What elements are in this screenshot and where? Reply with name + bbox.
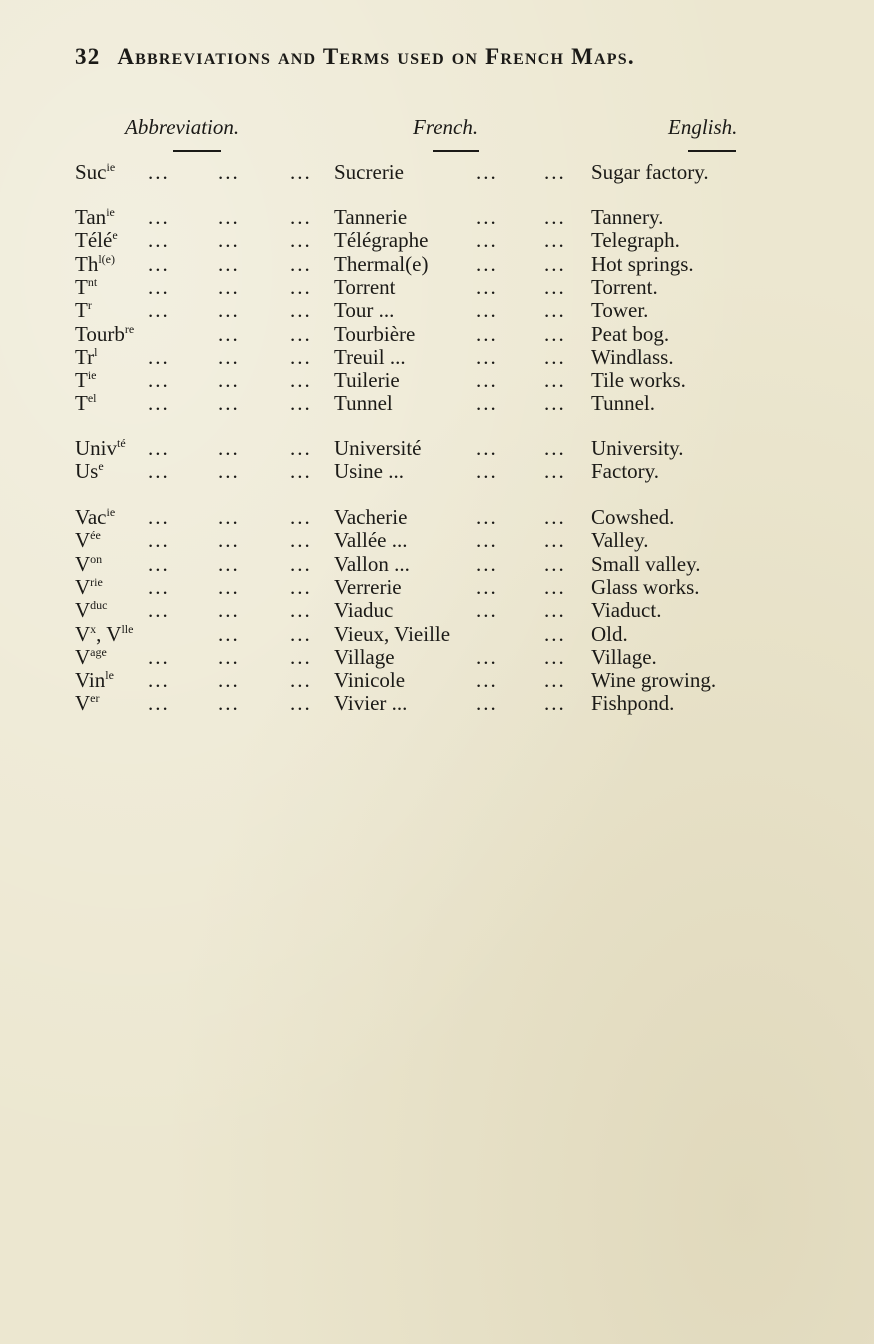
abbreviation-cell xyxy=(75,322,134,346)
leader-dots: ... xyxy=(544,368,566,393)
leader-dots: ... xyxy=(218,205,240,229)
abbreviation-cell xyxy=(75,345,97,369)
leader-dots: ... xyxy=(544,251,566,276)
leader-dots: ... xyxy=(148,528,170,553)
abbreviation-cell xyxy=(75,298,92,322)
french-term: Verrerie xyxy=(334,574,402,599)
abbreviation-superscript: age xyxy=(90,644,107,659)
leader-dots: ... xyxy=(476,528,498,553)
leader-dots: ... xyxy=(148,391,170,416)
english-term: Viaduct. xyxy=(591,598,662,623)
french-term: Viaduc xyxy=(334,598,394,623)
leader-dots: ... xyxy=(476,644,498,669)
abbreviation-cell xyxy=(75,391,97,415)
page-header xyxy=(75,44,795,70)
leader-dots: ... xyxy=(544,574,566,599)
leader-dots: ... xyxy=(218,574,240,599)
abbreviation-base: Univ xyxy=(75,436,117,460)
leader-dots: ... xyxy=(218,160,240,184)
abbreviation-cell xyxy=(75,598,108,622)
french-term: Village xyxy=(334,644,395,669)
english-term: Glass works. xyxy=(591,574,700,599)
abbreviation-superscript: on xyxy=(90,551,103,566)
french-term: Thermal(e) xyxy=(334,251,429,276)
leader-dots: ... xyxy=(476,436,498,460)
table-row xyxy=(0,598,874,622)
abbreviation-base: V xyxy=(75,621,91,646)
leader-dots: ... xyxy=(218,528,240,553)
abbreviation-cell xyxy=(75,275,97,299)
abbreviation-superscript: x xyxy=(90,621,97,636)
leader-dots: ... xyxy=(148,505,170,529)
leader-dots: ... xyxy=(476,160,498,184)
table-row xyxy=(0,528,874,552)
leader-dots: ... xyxy=(218,598,240,623)
leader-dots: ... xyxy=(290,621,312,646)
leader-dots: ... xyxy=(544,436,566,460)
abbreviation-cell xyxy=(75,552,102,576)
english-term: Hot springs. xyxy=(591,251,694,276)
leader-dots: ... xyxy=(290,551,312,576)
column-rule-abbreviation xyxy=(173,150,221,152)
leader-dots: ... xyxy=(290,228,312,253)
column-rule-french xyxy=(433,150,479,152)
french-term: Vinicole xyxy=(334,668,406,693)
abbreviation-superscript: ée xyxy=(90,528,101,543)
leader-dots: ... xyxy=(544,668,566,693)
leader-dots: ... xyxy=(544,528,566,553)
leader-dots: ... xyxy=(290,368,312,393)
abbreviation-base: Us xyxy=(75,459,99,484)
leader-dots: ... xyxy=(476,228,498,253)
column-header-french: French. xyxy=(413,115,479,139)
leader-dots: ... xyxy=(218,436,240,460)
abbreviation-superscript: ie xyxy=(106,160,116,174)
table-row xyxy=(0,345,874,369)
table-row xyxy=(0,668,874,692)
leader-dots: ... xyxy=(476,551,498,576)
leader-dots: ... xyxy=(148,274,170,299)
english-term: Tannery. xyxy=(591,205,664,229)
leader-dots: ... xyxy=(544,205,566,229)
abbreviation-superscript: té xyxy=(117,436,126,450)
french-term: Vacherie xyxy=(334,505,408,529)
leader-dots: ... xyxy=(218,298,240,323)
abbreviation-cell xyxy=(75,668,114,692)
abbreviation-cell xyxy=(75,645,107,669)
leader-dots: ... xyxy=(544,228,566,253)
abbreviation-base: Tan xyxy=(75,205,107,229)
leader-dots: ... xyxy=(544,344,566,369)
leader-dots: ... xyxy=(148,598,170,623)
leader-dots: ... xyxy=(148,668,170,693)
leader-dots: ... xyxy=(218,368,240,393)
leader-dots: ... xyxy=(148,551,170,576)
leader-dots: ... xyxy=(290,160,312,184)
abbreviation-base: V xyxy=(75,691,91,716)
abbreviation-base: V xyxy=(75,551,91,576)
english-term: Small valley. xyxy=(591,551,701,576)
leader-dots: ... xyxy=(476,344,498,369)
abbreviation-cell xyxy=(75,505,115,529)
leader-dots: ... xyxy=(476,368,498,393)
abbreviation-superscript: re xyxy=(124,321,135,336)
table-row xyxy=(0,622,874,646)
leader-dots: ... xyxy=(290,598,312,623)
table-row xyxy=(0,575,874,599)
french-term: Tannerie xyxy=(334,205,408,229)
leader-dots: ... xyxy=(148,436,170,460)
abbreviation-cell xyxy=(75,575,103,599)
leader-dots: ... xyxy=(148,228,170,253)
page-title: Abbreviations and Terms used on French Maps. xyxy=(117,44,635,69)
leader-dots: ... xyxy=(476,391,498,416)
leader-dots: ... xyxy=(476,598,498,623)
leader-dots: ... xyxy=(476,668,498,693)
abbreviation-cell xyxy=(75,528,101,552)
leader-dots: ... xyxy=(148,205,170,229)
leader-dots: ... xyxy=(544,505,566,529)
table-row xyxy=(0,436,874,460)
leader-dots: ... xyxy=(476,505,498,529)
french-term: Tour ... xyxy=(334,298,395,323)
table-row xyxy=(0,252,874,276)
leader-dots: ... xyxy=(290,251,312,276)
table-row xyxy=(0,322,874,346)
abbreviation-cell xyxy=(75,228,118,252)
english-term: Wine growing. xyxy=(591,668,717,693)
abbreviation-base: T xyxy=(75,368,88,393)
abbreviation-base: T xyxy=(75,274,88,299)
abbreviation-cell xyxy=(75,691,100,715)
abbreviation-base: Vin xyxy=(75,668,106,693)
abbreviation-superscript: e xyxy=(98,459,104,474)
page-number: 32 xyxy=(75,44,101,69)
abbreviation-superscript: lle xyxy=(121,621,134,636)
abbreviation-base: V xyxy=(75,644,91,669)
abbreviation-base: Tourb xyxy=(75,321,125,346)
leader-dots: ... xyxy=(218,344,240,369)
english-term: Windlass. xyxy=(591,344,674,369)
english-term: Village. xyxy=(591,644,657,669)
abbreviation-base: Tr xyxy=(75,344,95,369)
abbreviation-superscript: ie xyxy=(106,505,116,519)
leader-dots: ... xyxy=(290,528,312,553)
english-term: Factory. xyxy=(591,459,660,484)
leader-dots: ... xyxy=(290,574,312,599)
abbreviation-superscript: rie xyxy=(90,574,103,589)
french-term: Tunnel xyxy=(334,391,393,416)
leader-dots: ... xyxy=(148,368,170,393)
table-row xyxy=(0,691,874,715)
table-row xyxy=(0,505,874,529)
leader-dots: ... xyxy=(218,459,240,484)
leader-dots: ... xyxy=(290,344,312,369)
french-term: Vallée ... xyxy=(334,528,408,553)
leader-dots: ... xyxy=(290,668,312,693)
leader-dots: ... xyxy=(218,228,240,253)
leader-dots: ... xyxy=(476,251,498,276)
leader-dots: ... xyxy=(218,551,240,576)
abbreviation-base: T xyxy=(75,391,88,416)
leader-dots: ... xyxy=(148,459,170,484)
leader-dots: ... xyxy=(544,644,566,669)
leader-dots: ... xyxy=(290,274,312,299)
english-term: University. xyxy=(591,436,684,460)
abbreviation-base: , V xyxy=(96,621,122,646)
abbreviation-superscript: ie xyxy=(106,205,115,219)
french-term: Treuil ... xyxy=(334,344,406,369)
table-row xyxy=(0,205,874,229)
leader-dots: ... xyxy=(544,551,566,576)
french-term: Sucrerie xyxy=(334,160,404,184)
french-term: Tuilerie xyxy=(334,368,400,393)
leader-dots: ... xyxy=(544,160,566,184)
french-term: Vallon ... xyxy=(334,551,410,576)
leader-dots: ... xyxy=(544,621,566,646)
leader-dots: ... xyxy=(148,251,170,276)
table-row xyxy=(0,228,874,252)
abbreviation-cell xyxy=(75,436,126,460)
abbreviation-base: Télé xyxy=(75,228,113,253)
abbreviation-cell xyxy=(75,622,133,646)
leader-dots: ... xyxy=(476,205,498,229)
french-term: Université xyxy=(334,436,422,460)
french-term: Télégraphe xyxy=(334,228,429,253)
table-row xyxy=(0,275,874,299)
leader-dots: ... xyxy=(218,644,240,669)
abbreviation-superscript: l(e) xyxy=(98,251,115,266)
abbreviation-superscript: nt xyxy=(87,274,98,289)
leader-dots: ... xyxy=(476,574,498,599)
leader-dots: ... xyxy=(290,391,312,416)
abbreviation-base: Th xyxy=(75,251,99,276)
column-rule-english xyxy=(688,150,736,152)
french-term: Tourbière xyxy=(334,321,416,346)
leader-dots: ... xyxy=(148,574,170,599)
english-term: Peat bog. xyxy=(591,321,670,346)
leader-dots: ... xyxy=(544,459,566,484)
leader-dots: ... xyxy=(290,298,312,323)
leader-dots: ... xyxy=(476,691,498,716)
leader-dots: ... xyxy=(544,298,566,323)
abbreviation-base: V xyxy=(75,598,91,623)
abbreviation-base: Vac xyxy=(75,505,107,529)
abbreviation-superscript: ie xyxy=(87,368,97,383)
table-row xyxy=(0,645,874,669)
english-term: Tunnel. xyxy=(591,391,655,416)
column-header-english: English. xyxy=(668,115,738,139)
abbreviation-base: V xyxy=(75,574,91,599)
leader-dots: ... xyxy=(544,598,566,623)
leader-dots: ... xyxy=(290,205,312,229)
abbreviation-superscript: er xyxy=(90,691,100,706)
table-row xyxy=(0,298,874,322)
leader-dots: ... xyxy=(218,251,240,276)
leader-dots: ... xyxy=(148,298,170,323)
french-term: Vieux, Vieille xyxy=(334,621,451,646)
english-term: Torrent. xyxy=(591,274,658,299)
abbreviation-cell xyxy=(75,252,115,276)
abbreviation-base: Suc xyxy=(75,160,107,184)
leader-dots: ... xyxy=(544,321,566,346)
table-row xyxy=(0,552,874,576)
leader-dots: ... xyxy=(544,691,566,716)
leader-dots: ... xyxy=(544,274,566,299)
abbreviation-superscript: l xyxy=(94,344,98,359)
leader-dots: ... xyxy=(148,160,170,184)
leader-dots: ... xyxy=(218,691,240,716)
english-term: Fishpond. xyxy=(591,691,675,716)
leader-dots: ... xyxy=(218,321,240,346)
leader-dots: ... xyxy=(218,668,240,693)
english-term: Valley. xyxy=(591,528,649,553)
abbreviation-cell xyxy=(75,368,97,392)
abbreviation-superscript: el xyxy=(87,391,97,406)
leader-dots: ... xyxy=(218,505,240,529)
leader-dots: ... xyxy=(476,321,498,346)
abbreviation-cell xyxy=(75,160,115,184)
leader-dots: ... xyxy=(476,459,498,484)
abbreviation-superscript: le xyxy=(105,668,114,683)
leader-dots: ... xyxy=(148,691,170,716)
leader-dots: ... xyxy=(290,436,312,460)
english-term: Telegraph. xyxy=(591,228,680,253)
abbreviation-superscript: duc xyxy=(90,598,108,613)
leader-dots: ... xyxy=(476,298,498,323)
french-term: Usine ... xyxy=(334,459,404,484)
leader-dots: ... xyxy=(290,644,312,669)
table-row xyxy=(0,391,874,415)
leader-dots: ... xyxy=(290,321,312,346)
column-header-abbreviation: Abbreviation. xyxy=(125,115,240,139)
english-term: Tower. xyxy=(591,298,649,323)
leader-dots: ... xyxy=(476,274,498,299)
leader-dots: ... xyxy=(290,505,312,529)
english-term: Sugar factory. xyxy=(591,160,709,184)
french-term: Vivier ... xyxy=(334,691,408,716)
abbreviation-base: T xyxy=(75,298,88,323)
english-term: Tile works. xyxy=(591,368,686,393)
leader-dots: ... xyxy=(290,691,312,716)
leader-dots: ... xyxy=(544,391,566,416)
leader-dots: ... xyxy=(148,644,170,669)
leader-dots: ... xyxy=(290,459,312,484)
abbreviation-superscript: r xyxy=(87,298,92,313)
table-row xyxy=(0,459,874,483)
leader-dots: ... xyxy=(218,391,240,416)
abbreviation-base: V xyxy=(75,528,91,553)
table-row xyxy=(0,160,874,184)
abbreviation-cell xyxy=(75,459,104,483)
leader-dots: ... xyxy=(148,344,170,369)
table-row xyxy=(0,368,874,392)
abbreviation-superscript: e xyxy=(112,228,118,243)
leader-dots: ... xyxy=(218,621,240,646)
abbreviation-cell xyxy=(75,205,115,229)
english-term: Cowshed. xyxy=(591,505,675,529)
french-term: Torrent xyxy=(334,274,396,299)
english-term: Old. xyxy=(591,621,628,646)
leader-dots: ... xyxy=(218,274,240,299)
